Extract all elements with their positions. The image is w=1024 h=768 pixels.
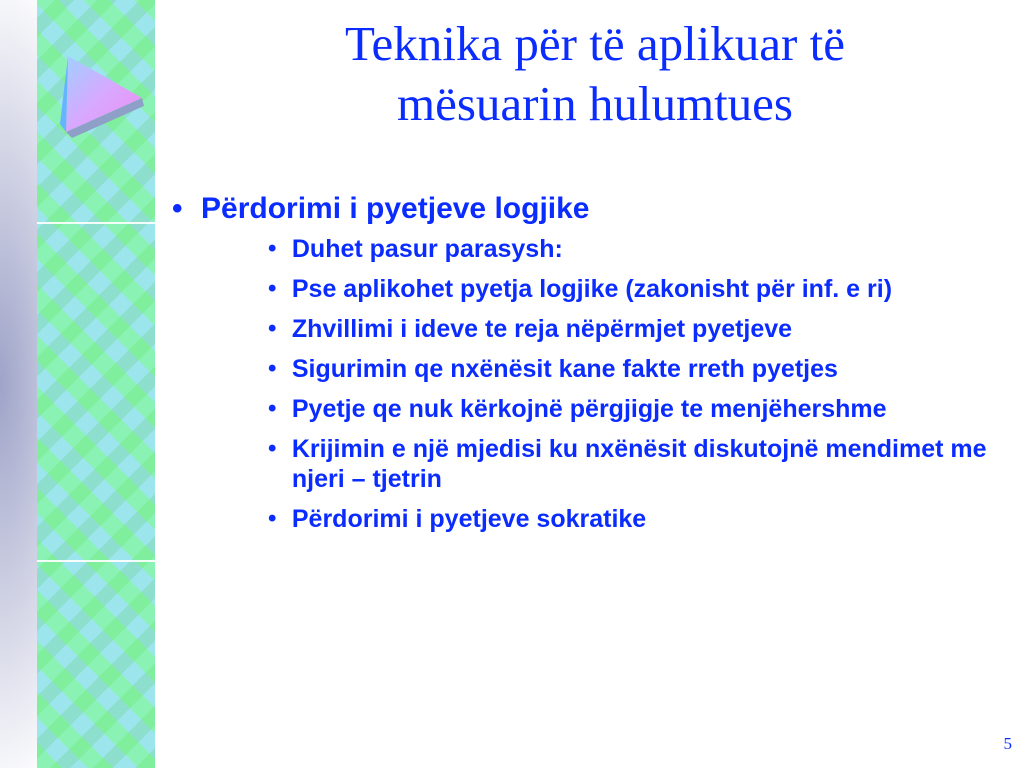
bullet-marker: • xyxy=(268,435,277,462)
sub-list-item xyxy=(262,314,1013,344)
sub-point: Sigurimin qe nxënësit kane fakte rreth pyetjes xyxy=(291,355,838,383)
title-line-2: mësuarin hulumtues xyxy=(396,76,794,131)
sub-list-item xyxy=(262,354,1013,384)
triangle-logo-icon xyxy=(58,52,148,138)
bullet-marker: • xyxy=(268,505,277,532)
main-point: Përdorimi i pyetjeve logjike xyxy=(201,192,590,225)
slide-title xyxy=(240,14,950,134)
bullet-marker: • xyxy=(268,355,277,382)
title-line-1: Teknika për të aplikuar të xyxy=(345,16,845,71)
bullet-marker: • xyxy=(268,235,277,262)
sub-list-item xyxy=(262,394,1013,424)
bullet-marker: • xyxy=(268,275,277,302)
bullet-marker: • xyxy=(172,192,183,225)
bullet-list xyxy=(163,190,1013,544)
bullet-marker: • xyxy=(268,395,277,422)
sub-bullet-list xyxy=(262,234,1013,534)
sub-point: Përdorimi i pyetjeve sokratike xyxy=(291,505,647,533)
strip-divider xyxy=(37,560,155,562)
bullet-marker: • xyxy=(268,315,277,342)
sub-point: Krijimin e një mjedisi ku nxënësit diskutojnë mendimet me njeri – tjetrin xyxy=(291,435,987,493)
list-item xyxy=(163,190,1013,534)
sub-list-item xyxy=(262,504,1013,534)
sub-point: Pse aplikohet pyetja logjike (zakonisht për inf. e ri) xyxy=(291,275,893,303)
sub-list-item xyxy=(262,434,1013,494)
sub-point: Zhvillimi i ideve te reja nëpërmjet pyetjeve xyxy=(291,315,793,343)
sub-point: Pyetje qe nuk kërkojnë përgjigje te menjëhershme xyxy=(291,395,887,423)
sub-point: Duhet pasur parasysh: xyxy=(291,235,563,263)
sub-list-item xyxy=(262,234,1013,264)
page-number: 5 xyxy=(1003,734,1012,753)
sub-list-item xyxy=(262,274,1013,304)
strip-divider xyxy=(37,222,155,224)
